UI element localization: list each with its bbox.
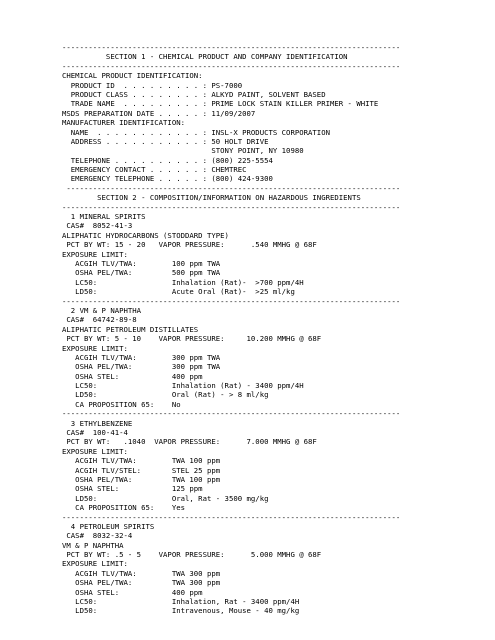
document-line: LD50: Intravenous, Mouse - 40 mg/kg	[62, 606, 300, 616]
document-line: LD50: Acute Oral (Rat)- >25 ml/kg	[62, 287, 295, 297]
document-line: ACGIH TLV/TWA: 100 ppm TWA	[62, 258, 221, 268]
document-line: MSDS PREPARATION DATE . . . . . : 11/09/2007	[62, 108, 256, 118]
document-line: CAS# 64742-89-8	[62, 315, 137, 325]
document-line: PCT BY WT: 15 - 20 VAPOR PRESSURE: .540 MMHG @ 68F	[62, 240, 317, 250]
document-line: OSHA PEL/TWA: TWA 300 ppm	[62, 578, 221, 588]
document-line: ADDRESS . . . . . . . . . . . : 50 HOLT DRIVE	[62, 136, 269, 146]
separator-line: ----------------------------------------------------------------------------	[62, 183, 401, 193]
document-line: CA PROPOSITION 65: No	[62, 399, 181, 409]
document-line: MANUFACTURER IDENTIFICATION:	[62, 118, 186, 128]
document-line: CAS# 8052-41-3	[62, 221, 133, 231]
document-line: SECTION 1 - CHEMICAL PRODUCT AND COMPANY IDENTIFICATION	[62, 52, 348, 62]
document-line: PRODUCT ID . . . . . . . . . : PS-7000	[62, 80, 243, 90]
document-line: OSHA PEL/TWA: TWA 100 ppm	[62, 474, 221, 484]
document-line: ACGIH TLV/TWA: TWA 300 ppm	[62, 568, 221, 578]
msds-document	[62, 43, 434, 616]
document-line: OSHA STEL: 400 ppm	[62, 371, 203, 381]
document-line: ACGIH TLV/TWA: TWA 100 ppm	[62, 456, 221, 466]
document-line: 2 VM & P NAPHTHA	[62, 305, 142, 315]
separator-line: -----------------------------------------------------------------------------	[62, 61, 401, 71]
document-line: LC50: Inhalation, Rat - 3400 ppm/4H	[62, 597, 300, 607]
document-line: 4 PETROLEUM SPIRITS	[62, 521, 155, 531]
document-line: LC50: Inhalation (Rat)- >700 ppm/4H	[62, 277, 304, 287]
document-line: PCT BY WT: .1040 VAPOR PRESSURE: 7.000 MMHG @ 68F	[62, 437, 317, 447]
document-line: CA PROPOSITION 65: Yes	[62, 503, 186, 513]
document-line: PCT BY WT: .5 - 5 VAPOR PRESSURE: 5.000 MMHG @ 68F	[62, 550, 322, 560]
separator-line: -----------------------------------------------------------------------------	[62, 409, 401, 419]
document-line: SECTION 2 - COMPOSITION/INFORMATION ON HAZARDOUS INGREDIENTS	[62, 193, 361, 203]
document-line: OSHA PEL/TWA: 300 ppm TWA	[62, 362, 221, 372]
document-line: PRODUCT CLASS . . . . . . . . : ALKYD PAINT, SOLVENT BASED	[62, 89, 326, 99]
document-line: ALIPHATIC PETROLEUM DISTILLATES	[62, 324, 199, 334]
document-line: 3 ETHYLBENZENE	[62, 418, 133, 428]
document-line: STONY POINT, NY 10980	[62, 146, 304, 156]
document-line: LC50: Inhalation (Rat) - 3400 ppm/4H	[62, 381, 304, 391]
document-line: CHEMICAL PRODUCT IDENTIFICATION:	[62, 71, 203, 81]
document-line: 1 MINERAL SPIRITS	[62, 212, 146, 222]
document-line: OSHA STEL: 400 ppm	[62, 587, 203, 597]
document-line: CAS# 8032-32-4	[62, 531, 133, 541]
separator-line: -----------------------------------------------------------------------------	[62, 296, 401, 306]
document-line: ALIPHATIC HYDROCARBONS (STODDARD TYPE)	[62, 230, 229, 240]
document-line: OSHA STEL: 125 ppm	[62, 484, 203, 494]
document-line: EMERGENCY TELEPHONE . . . . . : (800) 424-9300	[62, 174, 273, 184]
separator-line: -----------------------------------------------------------------------------	[62, 43, 401, 52]
document-line: LD50: Oral (Rat) - > 8 ml/kg	[62, 390, 269, 400]
document-line: ACGIH TLV/STEL: STEL 25 ppm	[62, 465, 221, 475]
document-line: EXPOSURE LIMIT:	[62, 446, 128, 456]
document-line: CAS# 100-41-4	[62, 428, 128, 438]
separator-line: -----------------------------------------------------------------------------	[62, 512, 401, 522]
document-line: TRADE NAME . . . . . . . . . : PRIME LOCK STAIN KILLER PRIMER - WHITE	[62, 99, 379, 109]
document-line: EXPOSURE LIMIT:	[62, 559, 128, 569]
document-line: NAME . . . . . . . . . . . . : INSL-X PRODUCTS CORPORATION	[62, 127, 330, 137]
document-line: VM & P NAPHTHA	[62, 540, 124, 550]
document-line: OSHA PEL/TWA: 500 ppm TWA	[62, 268, 221, 278]
document-line: EXPOSURE LIMIT:	[62, 343, 128, 353]
document-line: ACGIH TLV/TWA: 300 ppm TWA	[62, 352, 221, 362]
document-line: EXPOSURE LIMIT:	[62, 249, 128, 259]
document-line: EMERGENCY CONTACT . . . . . . : CHEMTREC	[62, 165, 247, 175]
separator-line: -----------------------------------------------------------------------------	[62, 202, 401, 212]
document-line: TELEPHONE . . . . . . . . . . : (800) 225-5554	[62, 155, 273, 165]
document-line: LD50: Oral, Rat - 3500 mg/kg	[62, 493, 269, 503]
document-line: PCT BY WT: 5 - 10 VAPOR PRESSURE: 10.200 MMHG @ 68F	[62, 334, 322, 344]
